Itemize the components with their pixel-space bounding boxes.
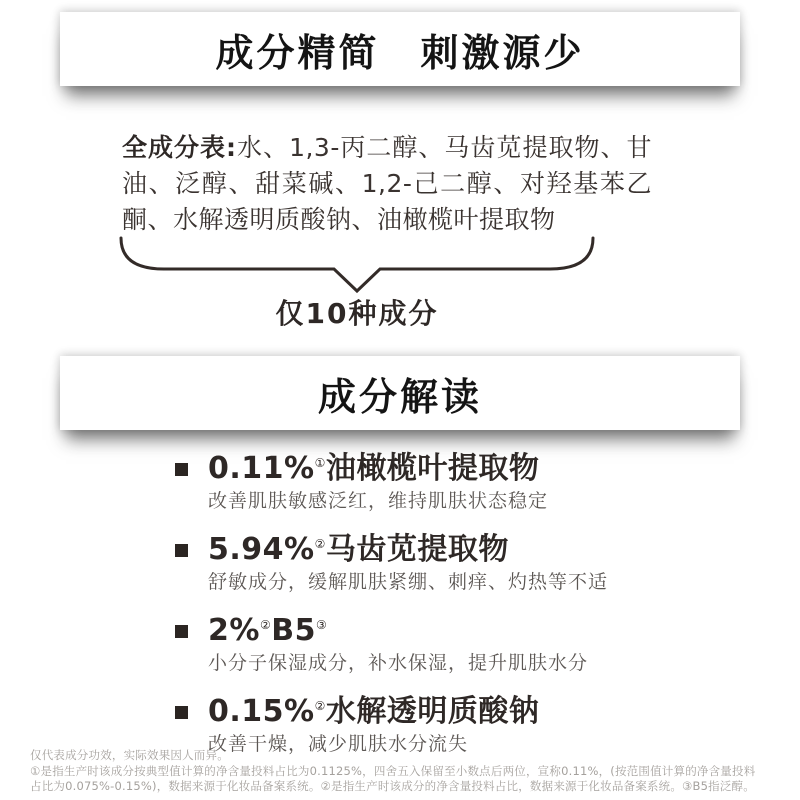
- full-ingredient-paragraph: [122, 130, 652, 238]
- only-10-ingredients-caption: 仅10种成分: [275, 297, 439, 330]
- banner-top-title: 成分精简 刺激源少: [215, 30, 585, 75]
- ingredient-explanation-list: [175, 450, 755, 774]
- ingredient-headline: [208, 693, 539, 731]
- ingredient-description: 舒敏成分，缓解肌肤紧绷、刺痒、灼热等不适: [208, 571, 609, 593]
- ingredient-name: 水解透明质酸钠: [325, 694, 540, 729]
- ingredient-name: 油橄榄叶提取物: [325, 451, 540, 486]
- ingredient-name: 马齿苋提取物: [325, 532, 509, 567]
- footnote-ref-icon: ③: [315, 618, 328, 632]
- list-item-body: [208, 612, 588, 676]
- footnote-ref-icon: ②: [259, 618, 272, 632]
- underbrace-icon: [118, 236, 596, 294]
- ingredient-headline: [208, 450, 548, 488]
- list-item: [175, 531, 755, 595]
- ingredient-name: B5: [271, 613, 316, 648]
- square-bullet-icon: [175, 463, 188, 476]
- full-ingredient-label: 全成分表:: [122, 133, 237, 162]
- banner-ingredients-simple: [60, 12, 740, 86]
- ingredient-percent: 0.15%: [208, 694, 315, 729]
- banner-section-title: 成分解读: [317, 374, 482, 419]
- underbrace-graphic: [118, 236, 596, 294]
- square-bullet-icon: [175, 625, 188, 638]
- ingredient-headline: [208, 531, 608, 569]
- footnote-ref-icon: ①: [314, 456, 326, 470]
- list-item-body: [208, 450, 548, 514]
- list-item: [175, 612, 755, 676]
- square-bullet-icon: [175, 544, 188, 557]
- square-bullet-icon: [175, 706, 188, 719]
- footnote-line: ①是指生产时该成分按典型值计算的净含量投料占比为0.1125%，四舍五入保留至小数点后两位，宣称0.11%，(按范围值计算的净含量投料: [30, 763, 756, 778]
- full-ingredient-list: 水、1,3-丙二醇、马齿苋提取物、甘油、泛醇、甜菜碱、1,2-己二醇、对羟基苯乙酮、水解透明质酸钠、油橄榄叶提取物: [122, 133, 653, 234]
- banner-ingredient-analysis: [60, 356, 740, 430]
- ingredient-description: 小分子保湿成分，补水保湿，提升肌肤水分: [208, 652, 589, 674]
- ingredient-percent: 0.11%: [208, 451, 315, 486]
- ingredient-headline: [208, 612, 588, 650]
- list-item-body: [208, 531, 608, 595]
- list-item: [175, 450, 755, 514]
- footnotes: [30, 748, 796, 795]
- ingredient-percent: 2%: [208, 613, 260, 648]
- footnote-ref-icon: ②: [314, 537, 326, 551]
- footnote-line: 仅代表成分功效，实际效果因人而异。: [30, 748, 229, 762]
- ingredient-description: 改善干燥，减少肌肤水分流失: [208, 733, 469, 755]
- ingredient-percent: 5.94%: [208, 532, 315, 567]
- footnote-ref-icon: ②: [314, 699, 326, 713]
- footnote-line: 占比为0.075%-0.15%)，数据来源于化妆品备案系统。②是指生产时该成分的净含量投料占比，数据来源于化妆品备案系统。③B5指泛醇。: [30, 779, 755, 793]
- ingredient-description: 改善肌肤敏感泛红，维持肌肤状态稳定: [208, 490, 549, 512]
